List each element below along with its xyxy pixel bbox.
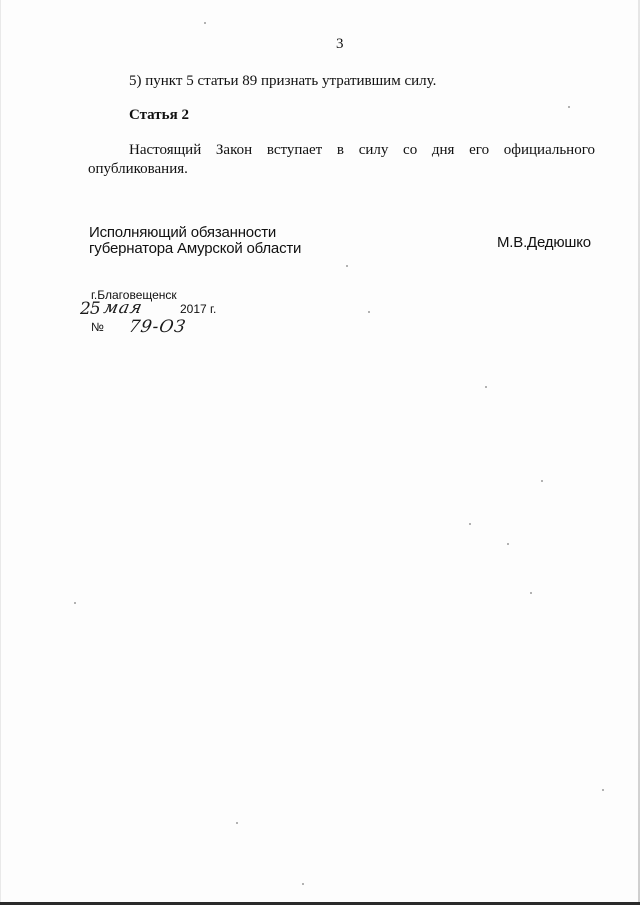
- scan-speck: [236, 822, 238, 824]
- body-paragraph-line2: опубликования.: [88, 161, 188, 177]
- scan-speck: [507, 543, 509, 545]
- handwritten-law-number: 79-ОЗ: [127, 317, 188, 337]
- scan-speck: [368, 311, 370, 313]
- page-number: 3: [336, 36, 344, 52]
- signatory-name: М.В.Дедюшко: [497, 234, 591, 251]
- scan-speck: [204, 22, 206, 24]
- article-heading: Статья 2: [129, 107, 189, 123]
- body-paragraph: [88, 141, 595, 179]
- scan-speck: [530, 592, 532, 594]
- scan-speck: [541, 480, 543, 482]
- scan-speck: [346, 265, 348, 267]
- handwritten-day: 25: [80, 299, 100, 319]
- scan-speck: [602, 789, 604, 791]
- body-paragraph-line1: Настоящий Закон вступает в силу со дня его официального: [129, 142, 595, 158]
- scan-speck: [302, 883, 304, 885]
- scan-speck: [469, 523, 471, 525]
- list-item-5: 5) пункт 5 статьи 89 признать утратившим силу.: [129, 73, 437, 89]
- scan-edge-left: [0, 0, 1, 905]
- signatory-position-line1: Исполняющий обязанности: [89, 224, 277, 241]
- scan-speck: [74, 602, 76, 604]
- handwritten-month: мая: [101, 298, 145, 318]
- city-label: г.Благовещенск: [91, 288, 177, 302]
- year-label: 2017 г.: [180, 302, 217, 316]
- number-sign: №: [91, 320, 104, 334]
- signatory-position-line2: губернатора Амурской области: [89, 240, 302, 257]
- scan-speck: [568, 106, 570, 108]
- scan-speck: [485, 386, 487, 388]
